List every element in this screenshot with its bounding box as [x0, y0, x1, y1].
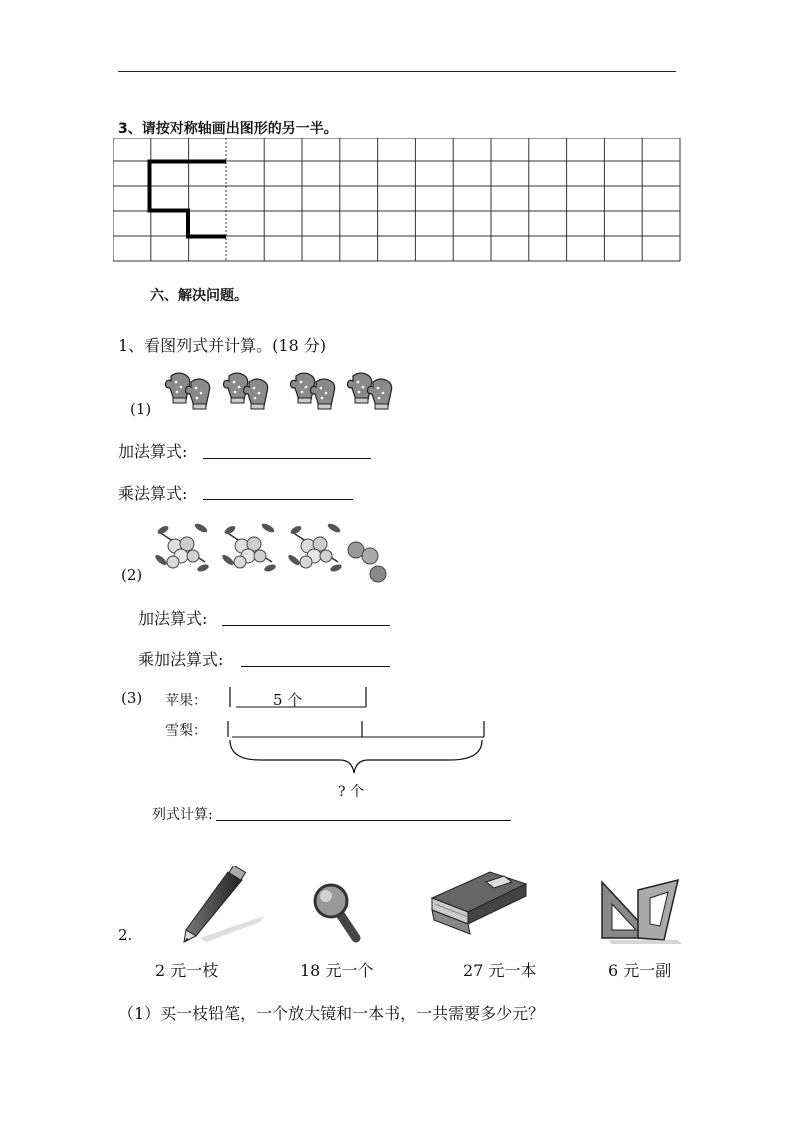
apple-branch-icon	[288, 522, 346, 580]
part2-mult-add-blank[interactable]	[241, 666, 390, 667]
magnifier-icon	[310, 882, 364, 944]
total-question: ? 个	[338, 784, 364, 800]
half-figure	[150, 162, 227, 237]
mitten-pair-icon	[223, 370, 273, 414]
part1-multiplication-label: 乘法算式:	[118, 484, 188, 503]
pencil-price: 2 元一枝	[155, 961, 219, 980]
task3-title: 3、请按对称轴画出图形的另一半。	[118, 121, 338, 137]
apple-value: 5 个	[273, 691, 303, 709]
apple-branch-icon	[155, 522, 213, 580]
problem1-title: 1、看图列式并计算。(18 分)	[118, 336, 327, 355]
part1-label: (1)	[130, 400, 152, 418]
set-square-icon	[598, 878, 682, 944]
part3-calc-label: 列式计算:	[152, 807, 213, 823]
pencil-icon	[180, 866, 264, 946]
set-square-price: 6 元一副	[608, 961, 672, 980]
part1-addition-blank[interactable]	[203, 458, 371, 459]
part2-addition-label: 加法算式:	[138, 609, 208, 628]
apple-label: 苹果：	[165, 693, 207, 709]
header-rule	[118, 71, 676, 72]
part2-mult-add-label: 乘加法算式:	[138, 650, 224, 669]
part3-calc-blank[interactable]	[216, 820, 511, 821]
pear-label: 雪梨：	[165, 723, 207, 739]
mitten-pair-icon	[165, 370, 215, 414]
magnifier-price: 18 元一个	[300, 961, 374, 980]
problem2-question1: （1）买一枝铅笔，一个放大镜和一本书，一共需要多少元？	[118, 1004, 545, 1023]
book-icon	[430, 868, 528, 942]
mitten-pair-icon	[347, 370, 397, 414]
symmetry-grid	[113, 138, 683, 264]
apple-branch-icon	[222, 522, 280, 580]
section6-title: 六、解决问题。	[150, 288, 248, 304]
loose-apples-icon	[346, 540, 390, 586]
part3-label: (3)	[121, 689, 143, 707]
problem2-label: 2.	[118, 926, 133, 944]
mitten-pair-icon	[290, 370, 340, 414]
part2-label: (2)	[121, 566, 143, 584]
line-diagram	[220, 685, 500, 785]
part1-addition-label: 加法算式:	[118, 442, 188, 461]
part2-addition-blank[interactable]	[222, 625, 390, 626]
part1-multiplication-blank[interactable]	[203, 499, 353, 500]
book-price: 27 元一本	[463, 961, 537, 980]
